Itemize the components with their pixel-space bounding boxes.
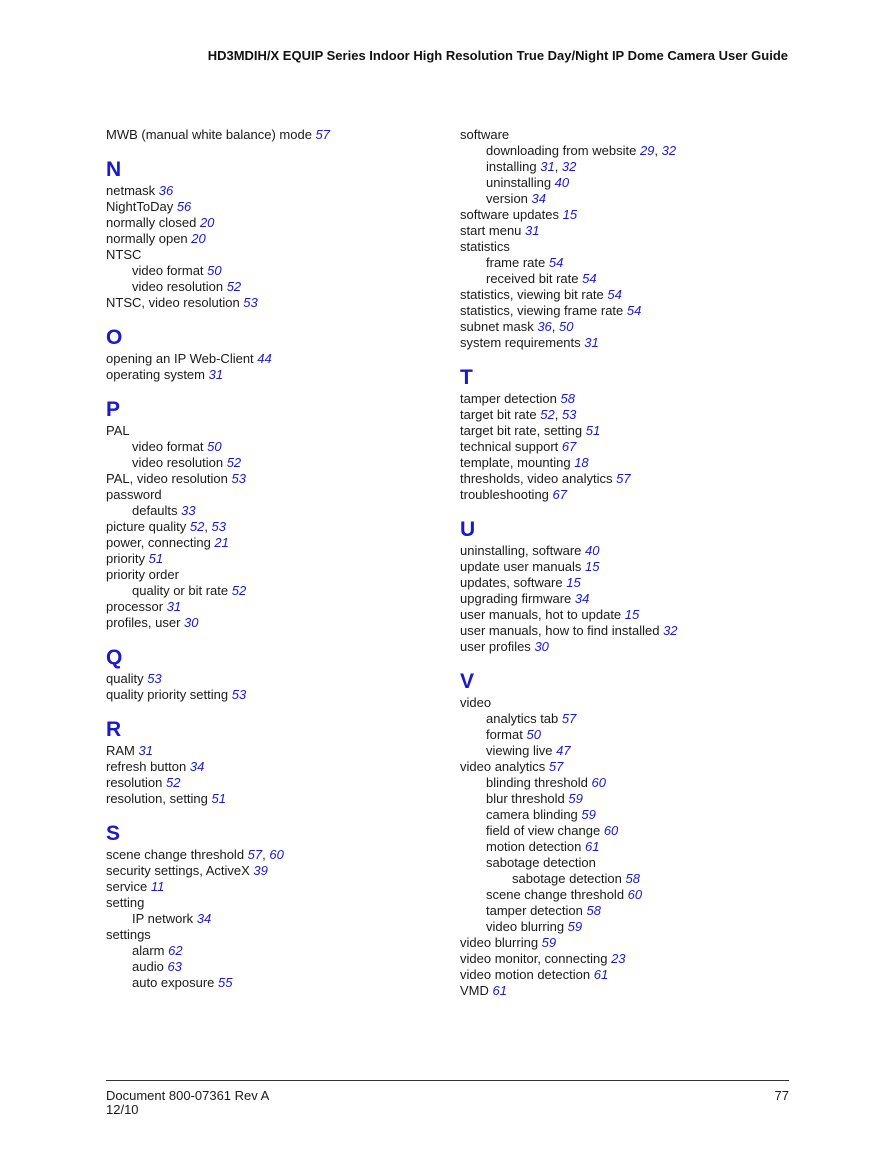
index-entry-system-requirements bbox=[460, 335, 800, 351]
index-entry-picture-quality: picture quality 52, 53 bbox=[106, 519, 227, 534]
index-term: system requirements bbox=[460, 335, 581, 350]
page-reference-link[interactable]: 52 bbox=[231, 583, 247, 598]
index-term: user manuals, hot to update bbox=[460, 607, 622, 622]
index-entry-profiles-user bbox=[106, 615, 426, 631]
index-entry-vmd bbox=[460, 983, 800, 999]
page-reference-link[interactable]: 34 bbox=[189, 759, 205, 774]
index-entry-statistics bbox=[460, 239, 800, 255]
index-term: VMD bbox=[460, 983, 489, 998]
page-reference-link[interactable]: 60 bbox=[269, 847, 284, 862]
index-letter-heading: S bbox=[106, 822, 121, 845]
index-term: target bit rate bbox=[460, 407, 537, 422]
index-term: quality or bit rate bbox=[132, 583, 229, 598]
index-entry-quality bbox=[106, 671, 426, 687]
index-entry-priority-order bbox=[106, 567, 426, 583]
page-reference-link[interactable]: 51 bbox=[585, 423, 601, 438]
index-term: frame rate bbox=[486, 255, 546, 270]
index-term: tamper detection bbox=[460, 391, 557, 406]
index-term: RAM bbox=[106, 743, 135, 758]
index-entry-netmask bbox=[106, 183, 426, 199]
index-term: NTSC bbox=[106, 247, 142, 262]
index-term: NightToDay bbox=[106, 199, 174, 214]
index-term: priority order bbox=[106, 567, 179, 582]
index-letter-heading: P bbox=[106, 398, 121, 421]
page-reference-link[interactable]: 67 bbox=[561, 439, 577, 454]
index-term: refresh button bbox=[106, 759, 187, 774]
index-term: template, mounting bbox=[460, 455, 571, 470]
page-footer bbox=[106, 1089, 789, 1117]
index-term: security settings, ActiveX bbox=[106, 863, 250, 878]
page-reference-link[interactable]: 47 bbox=[556, 743, 571, 758]
page-reference-link[interactable]: 59 bbox=[567, 919, 583, 934]
page-reference-link[interactable]: 58 bbox=[586, 903, 601, 918]
index-term: troubleshooting bbox=[460, 487, 549, 502]
index-term: software updates bbox=[460, 207, 560, 222]
index-term: sabotage detection bbox=[512, 871, 622, 886]
index-entry-setting bbox=[106, 895, 426, 911]
page-reference-link[interactable]: 57 bbox=[561, 711, 577, 726]
page-reference-link[interactable]: 57 bbox=[548, 759, 564, 774]
page-reference-link[interactable]: 50 bbox=[207, 263, 222, 278]
index-entry-opening-an-ip-web-client bbox=[106, 351, 426, 367]
index-entry-software-updates bbox=[460, 207, 800, 223]
index-term: viewing live bbox=[486, 743, 553, 758]
index-entry-ntsc bbox=[106, 247, 426, 263]
page-reference-link[interactable]: 30 bbox=[184, 615, 199, 630]
index-term: password bbox=[106, 487, 162, 502]
index-letter-heading: R bbox=[106, 718, 122, 741]
page-reference-link[interactable]: 32 bbox=[561, 159, 577, 174]
index-entry-nighttoday bbox=[106, 199, 426, 215]
index-entry-video-format bbox=[106, 439, 426, 455]
index-entry-user-manuals-how-to-find-installed bbox=[460, 623, 800, 639]
index-entry-template-mounting bbox=[460, 455, 800, 471]
page-reference-link[interactable]: 57 bbox=[315, 127, 331, 142]
index-letter-heading: V bbox=[460, 670, 475, 693]
index-term: update user manuals bbox=[460, 559, 582, 574]
index-term: user manuals, how to find installed bbox=[460, 623, 660, 638]
page-reference-link[interactable]: 59 bbox=[541, 935, 557, 950]
index-term: processor bbox=[106, 599, 164, 614]
index-term: settings bbox=[106, 927, 151, 942]
page-reference-link[interactable]: 58 bbox=[625, 871, 640, 886]
index-entry-subnet-mask: subnet mask 36, 50 bbox=[460, 319, 574, 334]
index-term: statistics, viewing frame rate bbox=[460, 303, 624, 318]
index-term: quality bbox=[106, 671, 144, 686]
index-term: software bbox=[460, 127, 510, 142]
index-entry-tamper-detection bbox=[460, 903, 800, 919]
index-entry-uninstalling-software bbox=[460, 543, 800, 559]
index-entry-refresh-button bbox=[106, 759, 426, 775]
index-term: defaults bbox=[132, 503, 178, 518]
index-letter-heading: T bbox=[460, 366, 473, 389]
page-reference-link[interactable]: 11 bbox=[150, 879, 165, 894]
index-term: video resolution bbox=[132, 455, 224, 470]
page-reference-link[interactable]: 15 bbox=[562, 207, 578, 222]
index-entry-video-monitor-connecting bbox=[460, 951, 800, 967]
index-term: priority bbox=[106, 551, 146, 566]
index-term: video resolution bbox=[132, 279, 224, 294]
page-reference-link[interactable]: 20 bbox=[191, 231, 206, 246]
index-term: video motion detection bbox=[460, 967, 591, 982]
index-entry-software bbox=[460, 127, 800, 143]
page-reference-link[interactable]: 40 bbox=[585, 543, 600, 558]
page-reference-link[interactable]: 44 bbox=[257, 351, 272, 366]
index-term: setting bbox=[106, 895, 145, 910]
page-reference-link[interactable]: 52 bbox=[226, 455, 242, 470]
index-entry-video-resolution bbox=[106, 455, 426, 471]
index-term: video bbox=[460, 695, 492, 710]
page-reference-link[interactable]: 59 bbox=[581, 807, 596, 822]
index-entry-received-bit-rate bbox=[460, 271, 800, 287]
page-reference-link[interactable]: 58 bbox=[560, 391, 575, 406]
page-reference-link[interactable]: 52 bbox=[189, 519, 205, 534]
page-reference-link[interactable]: 31 bbox=[166, 599, 182, 614]
page-reference-link[interactable]: 31 bbox=[138, 743, 153, 758]
index-entry-ntsc-video-resolution bbox=[106, 295, 426, 311]
index-entry-video-motion-detection bbox=[460, 967, 800, 983]
index-entry-audio bbox=[106, 959, 426, 975]
index-term: service bbox=[106, 879, 148, 894]
index-entry-downloading-from-website: downloading from website 29, 32 bbox=[486, 143, 677, 158]
index-entry-sabotage-detection bbox=[460, 871, 800, 887]
index-term: technical support bbox=[460, 439, 559, 454]
index-term: upgrading firmware bbox=[460, 591, 572, 606]
page-reference-link[interactable]: 54 bbox=[582, 271, 597, 286]
index-entry-field-of-view-change bbox=[460, 823, 800, 839]
index-term: received bit rate bbox=[486, 271, 579, 286]
page-reference-link[interactable]: 31 bbox=[540, 159, 555, 174]
page-reference-link[interactable]: 32 bbox=[661, 143, 677, 158]
index-column-right bbox=[460, 127, 800, 999]
page-reference-link[interactable]: 31 bbox=[525, 223, 540, 238]
footer-date: 12/10 bbox=[106, 1102, 139, 1117]
index-entry-user-manuals-hot-to-update bbox=[460, 607, 800, 623]
index-letter-heading: U bbox=[460, 518, 476, 541]
index-term: profiles, user bbox=[106, 615, 181, 630]
page-reference-link[interactable]: 53 bbox=[243, 295, 258, 310]
index-term: start menu bbox=[460, 223, 522, 238]
page-reference-link[interactable]: 62 bbox=[168, 943, 183, 958]
index-entry-statistics-viewing-bit-rate bbox=[460, 287, 800, 303]
index-term: audio bbox=[132, 959, 164, 974]
index-term: uninstalling bbox=[486, 175, 552, 190]
index-term: motion detection bbox=[486, 839, 582, 854]
index-entry-blur-threshold bbox=[460, 791, 800, 807]
page-reference-link[interactable]: 52 bbox=[166, 775, 181, 790]
index-term: target bit rate, setting bbox=[460, 423, 583, 438]
index-entry-ram bbox=[106, 743, 426, 759]
index-term: uninstalling, software bbox=[460, 543, 582, 558]
page-reference-link[interactable]: 54 bbox=[626, 303, 642, 318]
page-reference-link[interactable]: 61 bbox=[585, 839, 600, 854]
index-entry-start-menu bbox=[460, 223, 800, 239]
index-term: NTSC, video resolution bbox=[106, 295, 240, 310]
index-entry-service bbox=[106, 879, 426, 895]
index-entry-resolution bbox=[106, 775, 426, 791]
index-entry-installing: installing 31, 32 bbox=[486, 159, 577, 174]
index-entry-password bbox=[106, 487, 426, 503]
page-reference-link[interactable]: 40 bbox=[554, 175, 570, 190]
index-entry-scene-change-threshold: scene change threshold 57, 60 bbox=[106, 847, 284, 862]
index-entry-motion-detection bbox=[460, 839, 800, 855]
index-entry-troubleshooting bbox=[460, 487, 800, 503]
index-term: statistics, viewing bit rate bbox=[460, 287, 604, 302]
index-term: operating system bbox=[106, 367, 205, 382]
page-reference-link[interactable]: 34 bbox=[196, 911, 212, 926]
page-reference-link[interactable]: 36 bbox=[158, 183, 174, 198]
index-term: video format bbox=[132, 263, 204, 278]
index-entry-alarm bbox=[106, 943, 426, 959]
page-reference-link[interactable]: 34 bbox=[531, 191, 547, 206]
index-term: sabotage detection bbox=[486, 855, 596, 870]
index-term: version bbox=[486, 191, 528, 206]
index-term: scene change threshold bbox=[106, 847, 245, 862]
index-entry-power-connecting bbox=[106, 535, 426, 551]
page-reference-link[interactable]: 18 bbox=[574, 455, 589, 470]
index-term: video analytics bbox=[460, 759, 546, 774]
index-entry-update-user-manuals bbox=[460, 559, 800, 575]
index-entry-statistics-viewing-frame-rate bbox=[460, 303, 800, 319]
page-reference-link[interactable]: 51 bbox=[148, 551, 164, 566]
page-reference-link[interactable]: 36 bbox=[537, 319, 552, 334]
index-term: normally closed bbox=[106, 215, 197, 230]
page-reference-link[interactable]: 30 bbox=[534, 639, 549, 654]
index-entry-normally-closed bbox=[106, 215, 426, 231]
page-reference-link[interactable]: 34 bbox=[574, 591, 590, 606]
index-term: quality priority setting bbox=[106, 687, 229, 702]
index-entry-technical-support bbox=[460, 439, 800, 455]
index-entry-settings bbox=[106, 927, 426, 943]
index-entry-video-blurring bbox=[460, 919, 800, 935]
page-reference-link[interactable]: 53 bbox=[231, 687, 247, 702]
index-entry-video-blurring bbox=[460, 935, 800, 951]
index-entry-mwb-manual-white-balance-mode bbox=[106, 127, 426, 143]
page-reference-link[interactable]: 20 bbox=[199, 215, 215, 230]
index-entry-thresholds-video-analytics bbox=[460, 471, 800, 487]
index-term: alarm bbox=[132, 943, 165, 958]
index-term: thresholds, video analytics bbox=[460, 471, 613, 486]
page-reference-link[interactable]: 23 bbox=[611, 951, 626, 966]
page-header-title: HD3MDIH/X EQUIP Series Indoor High Resolution True Day/Night IP Dome Camera User Guide bbox=[207, 48, 788, 63]
index-term: video format bbox=[132, 439, 204, 454]
page-reference-link[interactable]: 50 bbox=[526, 727, 541, 742]
index-entry-tamper-detection bbox=[460, 391, 800, 407]
index-entry-quality-or-bit-rate bbox=[106, 583, 426, 599]
index-term: video monitor, connecting bbox=[460, 951, 608, 966]
page-reference-link[interactable]: 56 bbox=[176, 199, 192, 214]
footer-document-id: Document 800-07361 Rev A bbox=[106, 1088, 270, 1103]
index-entry-format bbox=[460, 727, 800, 743]
index-entry-viewing-live bbox=[460, 743, 800, 759]
index-entry-video-analytics bbox=[460, 759, 800, 775]
index-term: downloading from website bbox=[486, 143, 637, 158]
index-term: format bbox=[486, 727, 523, 742]
index-entry-operating-system bbox=[106, 367, 426, 383]
index-term: resolution, setting bbox=[106, 791, 208, 806]
index-term: auto exposure bbox=[132, 975, 215, 990]
index-entry-scene-change-threshold bbox=[460, 887, 800, 903]
index-entry-uninstalling bbox=[460, 175, 800, 191]
index-entry-analytics-tab bbox=[460, 711, 800, 727]
index-term: PAL, video resolution bbox=[106, 471, 228, 486]
page-reference-link[interactable]: 31 bbox=[208, 367, 224, 382]
page-reference-link[interactable]: 15 bbox=[566, 575, 581, 590]
index-term: power, connecting bbox=[106, 535, 211, 550]
index-entry-video-format bbox=[106, 263, 426, 279]
page-reference-link[interactable]: 61 bbox=[593, 967, 609, 982]
page-reference-link[interactable]: 53 bbox=[211, 519, 227, 534]
page-reference-link[interactable]: 39 bbox=[253, 863, 268, 878]
index-term: camera blinding bbox=[486, 807, 578, 822]
page-reference-link[interactable]: 21 bbox=[214, 535, 229, 550]
page-reference-link[interactable]: 33 bbox=[181, 503, 196, 518]
page-reference-link[interactable]: 59 bbox=[568, 791, 583, 806]
index-term: tamper detection bbox=[486, 903, 583, 918]
page-reference-link[interactable]: 52 bbox=[540, 407, 555, 422]
index-entry-auto-exposure bbox=[106, 975, 426, 991]
index-entry-normally-open bbox=[106, 231, 426, 247]
index-term: analytics tab bbox=[486, 711, 559, 726]
index-term: installing bbox=[486, 159, 537, 174]
index-entry-frame-rate bbox=[460, 255, 800, 271]
page-reference-link[interactable]: 53 bbox=[561, 407, 577, 422]
index-letter-heading: Q bbox=[106, 646, 123, 669]
page-reference-link[interactable]: 54 bbox=[548, 255, 564, 270]
index-term: scene change threshold bbox=[486, 887, 625, 902]
page-reference-link[interactable]: 61 bbox=[492, 983, 507, 998]
index-term: statistics bbox=[460, 239, 510, 254]
page-reference-link[interactable]: 60 bbox=[627, 887, 643, 902]
index-term: subnet mask bbox=[460, 319, 534, 334]
index-term: PAL bbox=[106, 423, 130, 438]
index-column-left bbox=[106, 127, 426, 991]
index-term: opening an IP Web-Client bbox=[106, 351, 254, 366]
index-term: video blurring bbox=[460, 935, 539, 950]
index-entry-pal bbox=[106, 423, 426, 439]
index-term: picture quality bbox=[106, 519, 187, 534]
index-entry-updates-software bbox=[460, 575, 800, 591]
page-reference-link[interactable]: 57 bbox=[247, 847, 263, 862]
page-reference-link[interactable]: 60 bbox=[603, 823, 619, 838]
page-reference-link[interactable]: 53 bbox=[147, 671, 162, 686]
index-letter-heading: O bbox=[106, 326, 123, 349]
page-reference-link[interactable]: 57 bbox=[616, 471, 631, 486]
page-reference-link[interactable]: 67 bbox=[552, 487, 567, 502]
index-entry-blinding-threshold bbox=[460, 775, 800, 791]
page-reference-link[interactable]: 60 bbox=[591, 775, 606, 790]
index-entry-video-resolution bbox=[106, 279, 426, 295]
index-entry-resolution-setting bbox=[106, 791, 426, 807]
index-entry-defaults bbox=[106, 503, 426, 519]
page-reference-link[interactable]: 55 bbox=[218, 975, 233, 990]
page-reference-link[interactable]: 31 bbox=[584, 335, 599, 350]
footer-divider bbox=[106, 1080, 789, 1081]
index-entry-pal-video-resolution bbox=[106, 471, 426, 487]
page-reference-link[interactable]: 50 bbox=[559, 319, 574, 334]
index-entry-sabotage-detection bbox=[460, 855, 800, 871]
index-term: video blurring bbox=[486, 919, 565, 934]
page-reference-link[interactable]: 29 bbox=[639, 143, 655, 158]
page-reference-link[interactable]: 32 bbox=[663, 623, 678, 638]
index-entry-processor bbox=[106, 599, 426, 615]
page-reference-link[interactable]: 51 bbox=[211, 791, 226, 806]
index-entry-target-bit-rate-setting bbox=[460, 423, 800, 439]
index-entry-upgrading-firmware bbox=[460, 591, 800, 607]
page-reference-link[interactable]: 15 bbox=[585, 559, 600, 574]
index-term: IP network bbox=[132, 911, 194, 926]
page-reference-link[interactable]: 15 bbox=[624, 607, 640, 622]
index-entry-quality-priority-setting bbox=[106, 687, 426, 703]
index-term: user profiles bbox=[460, 639, 531, 654]
index-term: MWB (manual white balance) mode bbox=[106, 127, 312, 142]
index-term: updates, software bbox=[460, 575, 563, 590]
index-letter-heading: N bbox=[106, 158, 122, 181]
page-reference-link[interactable]: 63 bbox=[167, 959, 182, 974]
index-term: resolution bbox=[106, 775, 163, 790]
page-reference-link[interactable]: 50 bbox=[207, 439, 222, 454]
index-entry-camera-blinding bbox=[460, 807, 800, 823]
index-term: blur threshold bbox=[486, 791, 565, 806]
index-entry-version bbox=[460, 191, 800, 207]
page-reference-link[interactable]: 54 bbox=[607, 287, 622, 302]
index-entry-security-settings-activex bbox=[106, 863, 426, 879]
index-term: netmask bbox=[106, 183, 156, 198]
index-entry-user-profiles bbox=[460, 639, 800, 655]
index-entry-ip-network bbox=[106, 911, 426, 927]
index-entry-priority bbox=[106, 551, 426, 567]
index-term: field of view change bbox=[486, 823, 601, 838]
index-entry-target-bit-rate: target bit rate 52, 53 bbox=[460, 407, 577, 422]
page-reference-link[interactable]: 52 bbox=[226, 279, 242, 294]
index-term: normally open bbox=[106, 231, 188, 246]
page-number: 77 bbox=[774, 1088, 789, 1103]
index-term: blinding threshold bbox=[486, 775, 588, 790]
page-reference-link[interactable]: 53 bbox=[231, 471, 246, 486]
index-entry-video bbox=[460, 695, 800, 711]
